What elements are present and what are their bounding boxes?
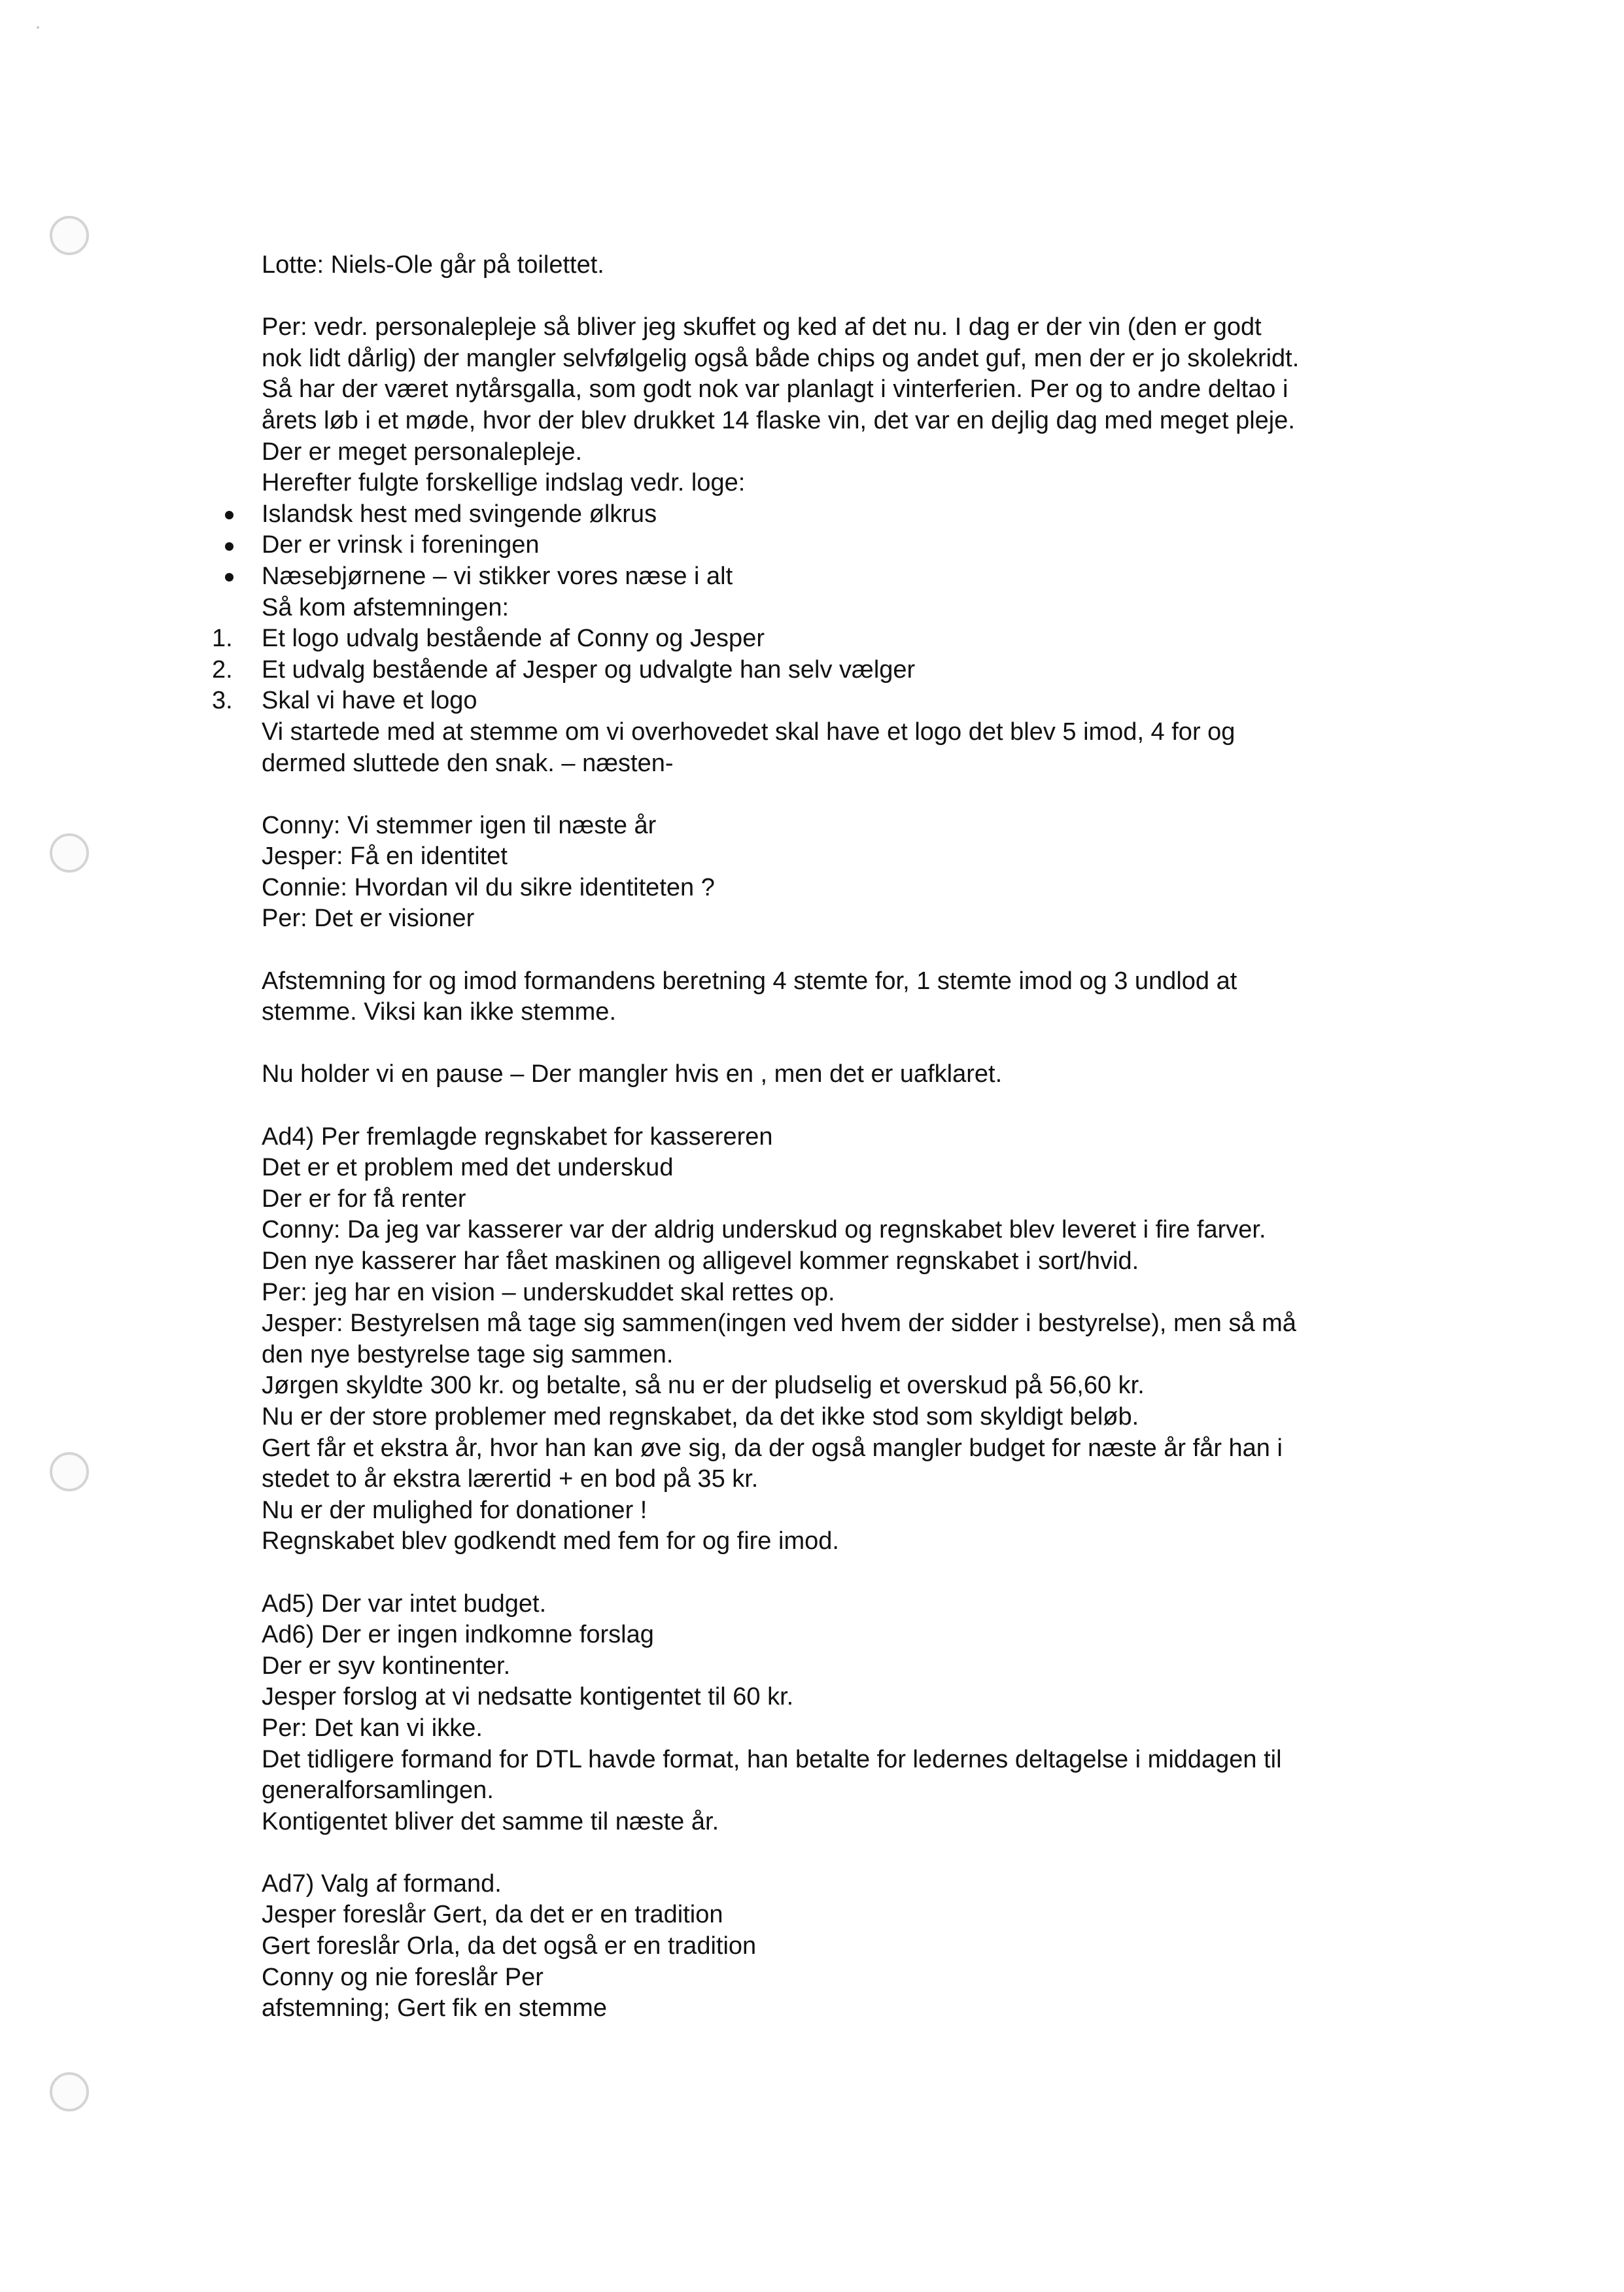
bullet-list [262, 499, 1413, 623]
text-line: Gert foreslår Orla, da det også er en tradition [262, 1932, 757, 1960]
text-line: Conny: Da jeg var kasserer var der aldrig underskud og regnskabet blev leveret i fire farver. [262, 1216, 1266, 1244]
punch-hole [50, 2072, 89, 2111]
numbered-list [212, 623, 1413, 779]
text-line: Nu er der store problemer med regnskabet, da det ikke stod som skyldigt beløb. [262, 1402, 1139, 1431]
text-line: Kontigentet bliver det samme til næste år. [262, 1807, 719, 1835]
list-item [212, 623, 1413, 655]
text-line: Connie: Hvordan vil du sikre identiteten ? [262, 873, 715, 901]
text-line: afstemning; Gert fik en stemme [262, 1994, 607, 2023]
text-line: Ad5) Der var intet budget. [262, 1589, 547, 1618]
text-line: Nu holder vi en pause – Der mangler hvis en , men det er uafklaret. [262, 1060, 1003, 1088]
text-line: stemme. Viksi kan ikke stemme. [262, 998, 617, 1026]
list-item-text: Der er vrinsk i foreningen [262, 531, 540, 559]
punch-hole [50, 1452, 89, 1491]
section-ad5-ad6 [262, 1589, 1413, 1838]
list-item [262, 561, 1413, 593]
text-line: generalforsamlingen. [262, 1777, 494, 1805]
bullet-icon [209, 561, 249, 593]
punch-hole [50, 833, 89, 873]
paragraph [262, 312, 1413, 499]
scan-speck [37, 26, 39, 29]
text-line: Per: vedr. personalepleje så bliver jeg skuffet og ked af det nu. I dag er der vin (den er godt [262, 313, 1262, 341]
text-line: Så kom afstemningen: [262, 593, 510, 621]
text-line: Det tidligere formand for DTL havde format, han betalte for ledernes deltagelse i middagen til [262, 1745, 1282, 1773]
text-line: Ad7) Valg af formand. [262, 1869, 502, 1898]
text-line: Der er meget personalepleje. [262, 438, 583, 466]
list-number: 2. [212, 655, 233, 684]
text-line: Herefter fulgte forskellige indslag vedr. loge: [262, 469, 746, 497]
text-line: Gert får et ekstra år, hvor han kan øve sig, da der også mangler budget for næste år får han i [262, 1434, 1283, 1462]
list-number: 1. [212, 625, 233, 653]
punch-hole [50, 216, 89, 255]
text-line: Regnskabet blev godkendt med fem for og fire imod. [262, 1527, 839, 1555]
text-line: den nye bestyrelse tage sig sammen. [262, 1340, 674, 1368]
text-line: Så har der været nytårsgalla, som godt nok var planlagt i vinterferien. Per og to andre deltao i [262, 375, 1288, 404]
document-body [212, 250, 1413, 2024]
text-line: Der er syv kontinenter. [262, 1652, 511, 1680]
text-line: Lotte: Niels-Ole går på toilettet. [262, 251, 604, 279]
text-line: stedet to år ekstra lærertid + en bod på 35 kr. [262, 1465, 759, 1493]
list-item-text: Skal vi have et logo [262, 687, 477, 715]
text-line: dermed sluttede den snak. – næsten- [262, 749, 674, 777]
text-line: Conny og nie foreslår Per [262, 1963, 544, 1991]
list-item-text: Et udvalg bestående af Jesper og udvalgte han selv vælger [262, 655, 916, 684]
text-line: Det er et problem med det underskud [262, 1154, 674, 1182]
list-item [262, 499, 1413, 530]
list-number: 3. [212, 687, 233, 715]
bullet-icon [209, 530, 249, 561]
text-line: Per: jeg har en vision – underskuddet skal rettes op. [262, 1278, 835, 1306]
paragraph [262, 966, 1413, 1028]
text-line: Vi startede med at stemme om vi overhovedet skal have et logo det blev 5 imod, 4 for og [262, 718, 1235, 746]
text-line: Per: Det kan vi ikke. [262, 1714, 483, 1742]
text-line: nok lidt dårlig) der mangler selvfølgelig også både chips og andet guf, men der er jo skolekridt. [262, 344, 1300, 372]
text-line: Conny: Vi stemmer igen til næste år [262, 811, 657, 839]
text-line: Ad6) Der er ingen indkomne forslag [262, 1621, 654, 1649]
section-ad4 [262, 1122, 1413, 1557]
list-item-text: Næsebjørnene – vi stikker vores næse i alt [262, 562, 733, 590]
text-line: Jesper: Få en identitet [262, 842, 508, 871]
text-line: Afstemning for og imod formandens beretning 4 stemte for, 1 stemte imod og 3 undlod at [262, 967, 1237, 995]
text-line: Jesper forslog at vi nedsatte kontigentet til 60 kr. [262, 1683, 794, 1711]
text-line: Jesper foreslår Gert, da det er en tradition [262, 1901, 723, 1929]
text-line: Per: Det er visioner [262, 905, 475, 933]
paragraph [262, 810, 1413, 935]
section-ad7 [262, 1869, 1413, 2024]
text-line: Jesper: Bestyrelsen må tage sig sammen(ingen ved hvem der sidder i bestyrelse), men så må [262, 1310, 1296, 1338]
text-line: Nu er der mulighed for donationer ! [262, 1496, 648, 1524]
text-line: årets løb i et møde, hvor der blev drukket 14 flaske vin, det var en dejlig dag med meget pleje. [262, 406, 1295, 434]
list-item [262, 530, 1413, 561]
list-item [212, 686, 1413, 717]
text-line: Der er for få renter [262, 1185, 466, 1213]
bullet-icon [209, 499, 249, 530]
list-item-text: Islandsk hest med svingende ølkrus [262, 500, 657, 528]
text-line: Den nye kasserer har fået maskinen og alligevel kommer regnskabet i sort/hvid. [262, 1247, 1139, 1275]
text-line: Ad4) Per fremlagde regnskabet for kassereren [262, 1122, 773, 1151]
list-item [212, 655, 1413, 686]
list-item-text: Et logo udvalg bestående af Conny og Jesper [262, 625, 765, 653]
text-line: Jørgen skyldte 300 kr. og betalte, så nu er der pludselig et overskud på 56,60 kr. [262, 1372, 1145, 1400]
